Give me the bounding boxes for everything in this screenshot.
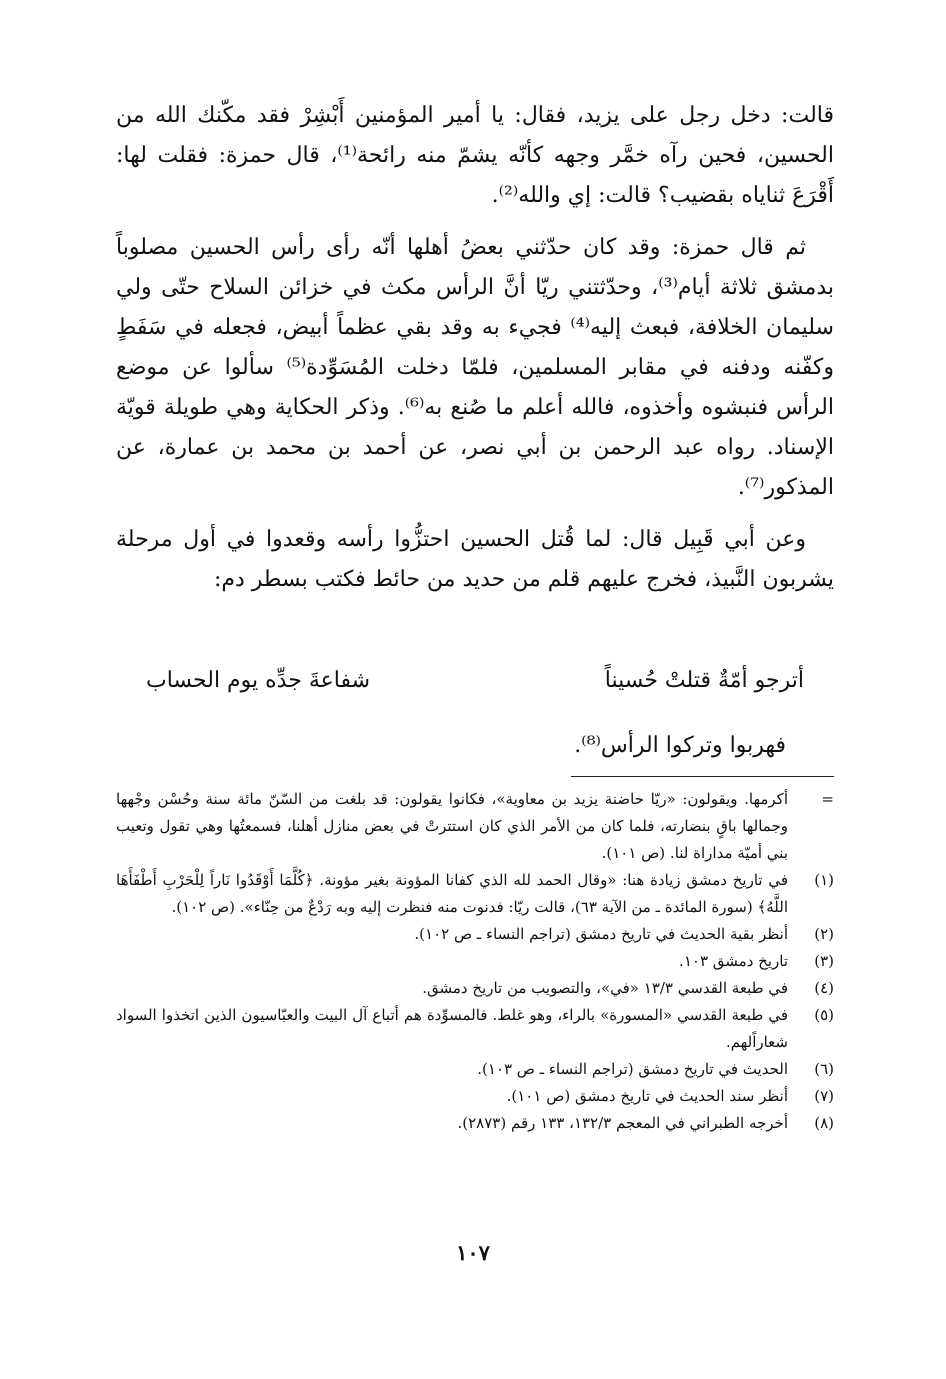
- footnote: [116, 1083, 834, 1110]
- footnote: [116, 948, 834, 975]
- footnote-number: (٣): [814, 952, 834, 970]
- footnote-text: في طبعة القدسي ١٣/٣ «في»، والتصويب من تاريخ دمشق.: [422, 979, 788, 997]
- footnote-text: في طبعة القدسي «المسورة» بالراء، وهو غلط. فالمسوِّدة هم أتباع آل البيت والعبّاسيون الذين اتخذوا السواد شعاراًلهم.: [116, 1006, 788, 1051]
- poetry-verse: [116, 668, 834, 708]
- paragraph: ثم قال حمزة: وقد كان حدّثني بعضُ أهلها أنّه رأى رأس الحسين مصلوباً بدمشق ثلاثة أيام⁽³⁾، وحدّثتني ريّا أنَّ الرأس مكث في خزائن السلاح حتّى ولي سليمان الخلافة، فبعث إليه⁽⁴⁾ فجيء به وقد بقي عظماً أبيض، فجعله في سَفَطٍ وكفّنه ودفنه في مقابر المسلمين، فلمّا دخلت المُسَوِّدة⁽⁵⁾ سألوا عن موضع الرأس فنبشوه وأخذوه، فالله أعلم ما صُنع به⁽⁶⁾. وذكر الحكاية وهي طويلة قويّة الإسناد. رواه عبد الرحمن بن أبي نصر، عن أحمد بن محمد بن عمارة، عن المذكور⁽⁷⁾.: [116, 235, 835, 500]
- footnote-text: أنظر بقية الحديث في تاريخ دمشق (تراجم النساء ـ ص ١٠٢).: [414, 925, 788, 943]
- footnote-separator: [571, 776, 834, 777]
- footnote: [116, 1110, 834, 1137]
- verse-first-hemistich: أترجو أمّةٌ قتلتْ حُسيناً: [604, 668, 804, 693]
- footnote-number: (٧): [814, 1087, 834, 1105]
- page-number: ١٠٧: [456, 1240, 490, 1265]
- footnote: [116, 1056, 834, 1083]
- footnote-text: أخرجه الطبراني في المعجم ١٣٢/٣، ١٣٣ رقم (٢٨٧٣).: [457, 1114, 788, 1132]
- paragraph: وعن أبي قَبِيل قال: لما قُتل الحسين احتزُّوا رأسه وقعدوا في أول مرحلة يشربون النَّبيذ، فخرج عليهم قلم من حديد من حائط فكتب بسطر دم:: [116, 527, 834, 592]
- footnote-number: (٥): [814, 1006, 834, 1024]
- footnote: [116, 1002, 834, 1056]
- footnote-text: أنظر سند الحديث في تاريخ دمشق (ص ١٠١).: [506, 1087, 788, 1105]
- closing-line: فهربوا وتركوا الرأس⁽⁸⁾.: [574, 733, 786, 758]
- verse-second-hemistich: شفاعةَ جدِّه يوم الحساب: [146, 668, 371, 693]
- footnote-text: في تاريخ دمشق زيادة هنا: «وقال الحمد لله الذي كفانا المؤونة بغير مؤونة. ﴿كُلَّمَا أَوْقَدُوا نَاراً لِلْحَرْبِ أَطْفَأَهَا اللَّهُ﴾ (سورة المائدة ـ من الآية ٦٣)، قالت ريّا: فدنوت منه فنظرت إليه وبه رَدْعٌ من حِنّاء». (ص ١٠٢).: [116, 871, 788, 916]
- footnote: [116, 786, 834, 867]
- footnote-number: (٦): [814, 1060, 834, 1078]
- footnote-number: =: [821, 790, 834, 808]
- footnote-number: (١): [814, 871, 834, 889]
- footnote-text: الحديث في تاريخ دمشق (تراجم النساء ـ ص ١٠٣).: [477, 1060, 788, 1078]
- footnote: [116, 921, 834, 948]
- footnote-number: (٨): [814, 1114, 834, 1132]
- footnote-text: أكرمها. ويقولون: «ريّا حاضنة يزيد بن معاوية»، فكانوا يقولون: قد بلغت من السّنّ مائة سنة وحُسْن وجْهها وجمالها باقٍ بنضارته، فلما كان من الأمر الذي كان استترتْ في بعض منازل أهلنا، فسمعتُها وهي تقول وتعيب بني أميّة مداراة لنا. (ص ١٠١).: [116, 790, 788, 862]
- main-text: [116, 96, 834, 612]
- footnote-text: تاريخ دمشق ١٠٣.: [679, 952, 788, 970]
- footnote: [116, 867, 834, 921]
- footnote-number: (٤): [814, 979, 834, 997]
- footnotes: [116, 786, 834, 1137]
- paragraph: قالت: دخل رجل على يزيد، فقال: يا أمير المؤمنين أَبْشِرْ فقد مكّنك الله من الحسين، فحين رآه خمَّر وجهه كأنّه يشمّ منه رائحة⁽¹⁾، قال حمزة: فقلت لها: أَقْرَعَ ثناياه بقضيب؟ قالت: إي والله⁽²⁾.: [116, 103, 834, 208]
- footnote-number: (٢): [814, 925, 834, 943]
- footnote: [116, 975, 834, 1002]
